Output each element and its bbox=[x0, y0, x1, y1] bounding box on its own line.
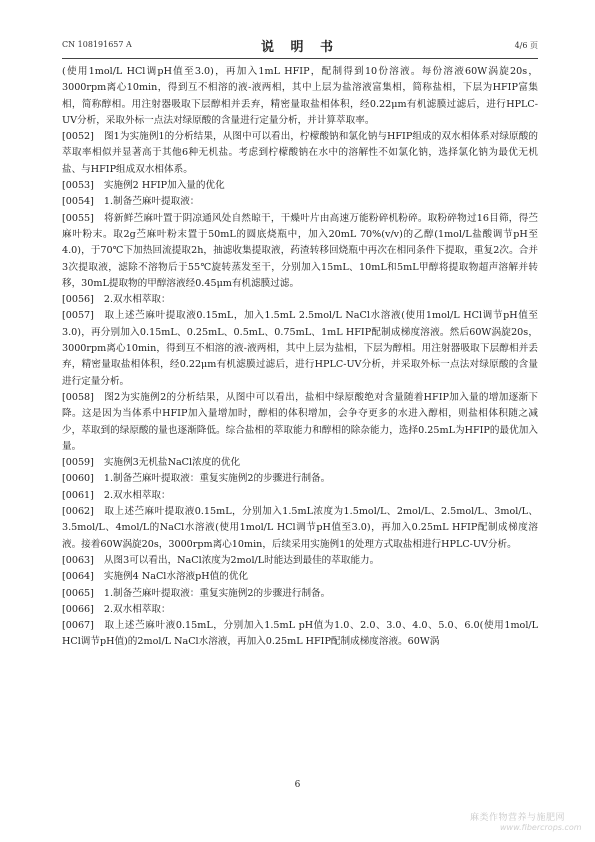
paragraph-text: 图1为实施例1的分析结果，从图中可以看出，柠檬酸钠和氯化钠与HFIP组成的双水相体系对绿原酸的萃取率相似并显著高于其他6种无机盐。考虑到柠檬酸钠在水中的溶解性不如氯化钠，选择氯化钠为最优无机盐、与HFIP组成双水相体系。 bbox=[62, 131, 538, 175]
paragraph bbox=[62, 211, 538, 292]
paragraph-text: 2.双水相萃取： bbox=[103, 489, 171, 501]
paragraph-number: [0064] bbox=[62, 571, 94, 583]
paragraph-text: 1.制备苎麻叶提取液：重复实施例2的步骤进行制备。 bbox=[103, 587, 331, 599]
paragraph-number: [0056] bbox=[62, 294, 94, 306]
paragraph-text: 2.双水相萃取： bbox=[103, 603, 171, 615]
paragraph bbox=[62, 455, 538, 471]
watermark-url: www.fibercrops.com bbox=[500, 823, 582, 832]
paragraph-number: [0062] bbox=[62, 506, 94, 518]
paragraph-number: [0067] bbox=[62, 620, 94, 632]
paragraph-text: 取上述苎麻叶提取液0.15mL，加入1.5mL 2.5mol/L NaCl水溶液(使用1mol/L HCl调节pH值至3.0)，再分别加入0.15mL、0.25mL、0.5mL、0.75mL、1mL HFIP配制成梯度溶液。然后60W涡旋20s，3000rpm离心10min，得到互不相溶的液-液两相，其中上层为盐相，下层为醇相。用注射器吸取下层醇相并丢弃，精密量取盐相体积，经0.22μm有机滤膜过滤后，进行HPLC-UV分析，并采取外标一点法对绿原酸的含量进行定量分析。 bbox=[62, 310, 538, 387]
document-body bbox=[62, 64, 538, 651]
paragraph bbox=[62, 504, 538, 553]
paragraph-number: [0061] bbox=[62, 489, 94, 501]
paragraph bbox=[62, 64, 538, 129]
paragraph-text: 实施例4 NaCl水溶液pH值的优化 bbox=[103, 571, 249, 583]
paragraph-number: [0057] bbox=[62, 310, 94, 322]
watermark bbox=[470, 810, 582, 832]
paragraph-text: 将新鲜苎麻叶置于阴凉通风处自然晾干，干燥叶片由高速万能粉碎机粉碎。取粉碎物过16目筛，得苎麻叶粉末。取2g苎麻叶粉末置于50mL的圆底烧瓶中，加入20mL 70%(v/v)的乙醇(1mol/L盐酸调节pH至4.0)，于70℃下加热回流提取2h，抽滤收集提取液，药渣转移回烧瓶中再次在相同条件下提取，重复2次。合并3次提取液，滤除不溶物后于55℃旋转蒸发至干，分别加入15mL、10mL和5mL甲醇将提取物超声溶解并转移，30mL提取物的甲醇溶液经0.45μm有机滤膜过滤。 bbox=[62, 212, 538, 289]
paragraph-text: 取上述苎麻叶提取液0.15mL，分别加入1.5mL浓度为1.5mol/L、2mol/L、2.5mol/L、3mol/L、3.5mol/L、4mol/L的NaCl水溶液(使用1mol/L HCl调节pH值至3.0)，再加入0.25mL HFIP配制成梯度溶液。接着60W涡旋20s，3000rpm离心10min，后续采用实施例1的处理方式取盐相进行HPLC-UV分析。 bbox=[62, 506, 538, 550]
watermark-text: 麻类作物营养与施肥网 bbox=[470, 813, 566, 823]
document-title: 说 明 书 bbox=[260, 40, 340, 55]
paragraph bbox=[62, 618, 538, 651]
paragraph-text: 从图3可以看出，NaCl浓度为2mol/L时能达到最佳的萃取能力。 bbox=[103, 554, 380, 566]
paragraph-number: [0053] bbox=[62, 180, 94, 192]
paragraph-text: 1.制备苎麻叶提取液： bbox=[103, 196, 200, 208]
paragraph bbox=[62, 602, 538, 618]
paragraph bbox=[62, 471, 538, 487]
patent-number: CN 108191657 A bbox=[62, 40, 132, 49]
paragraph-text: (使用1mol/L HCl调pH值至3.0)，再加入1mL HFIP，配制得到10份溶液。每份溶液60W涡旋20s，3000rpm离心10min，得到互不相溶的液-液两相，其中上层为盐溶液富集相，简称盐相，下层为HFIP富集相，简称醇相。用注射器吸取下层醇相并丢弃，精密量取盐相体积，经0.22μm有机滤膜过滤后，进行HPLC-UV分析，采取外标一点法对绿原酸的含量进行定量分析，并计算萃取率。 bbox=[62, 66, 538, 126]
paragraph-number: [0066] bbox=[62, 603, 94, 615]
paragraph-text: 图2为实施例2的分析结果，从图中可以看出，盐相中绿原酸绝对含量随着HFIP加入量的增加逐渐下降。这是因为当体系中HFIP加入量增加时，醇相的体积增加，会争夺更多的水进入醇相，则盐相体积随之减少，萃取到的绿原酸的量也逐渐降低。综合盐相的萃取能力和醇相的除杂能力，选择0.25mL为HFIP的最优加入量。 bbox=[62, 391, 538, 452]
page-number: 6 bbox=[294, 780, 301, 790]
paragraph-text: 实施例2 HFIP加入量的优化 bbox=[103, 180, 225, 192]
paragraph bbox=[62, 390, 538, 455]
paragraph-number: [0054] bbox=[62, 196, 94, 208]
paragraph bbox=[62, 129, 538, 178]
paragraph bbox=[62, 194, 538, 210]
paragraph bbox=[62, 586, 538, 602]
paragraph bbox=[62, 569, 538, 585]
header-rule bbox=[62, 58, 538, 59]
paragraph-number: [0065] bbox=[62, 587, 94, 599]
page-header bbox=[62, 38, 538, 54]
paragraph bbox=[62, 308, 538, 389]
paragraph-number: [0052] bbox=[62, 131, 94, 143]
paragraph-number: [0058] bbox=[62, 391, 94, 403]
paragraph-text: 取上述苎麻叶液0.15mL，分别加入1.5mL pH值为1.0、2.0、3.0、4.0、5.0、6.0(使用1mol/L HCl调节pH值)的2mol/L NaCl水溶液，再加入0.25mL HFIP配制成梯度溶液。60W涡 bbox=[62, 620, 538, 648]
paragraph-text: 实施例3无机盐NaCl浓度的优化 bbox=[103, 457, 241, 469]
paragraph bbox=[62, 292, 538, 308]
page-indicator: 4/6 页 bbox=[514, 41, 538, 50]
paragraph bbox=[62, 178, 538, 194]
paragraph-number: [0059] bbox=[62, 457, 94, 469]
paragraph bbox=[62, 553, 538, 569]
paragraph-number: [0063] bbox=[62, 554, 94, 566]
paragraph bbox=[62, 488, 538, 504]
paragraph-number: [0055] bbox=[62, 212, 94, 224]
paragraph-text: 2.双水相萃取： bbox=[103, 294, 171, 306]
paragraph-text: 1.制备苎麻叶提取液：重复实施例2的步骤进行制备。 bbox=[103, 473, 331, 485]
paragraph-number: [0060] bbox=[62, 473, 94, 485]
